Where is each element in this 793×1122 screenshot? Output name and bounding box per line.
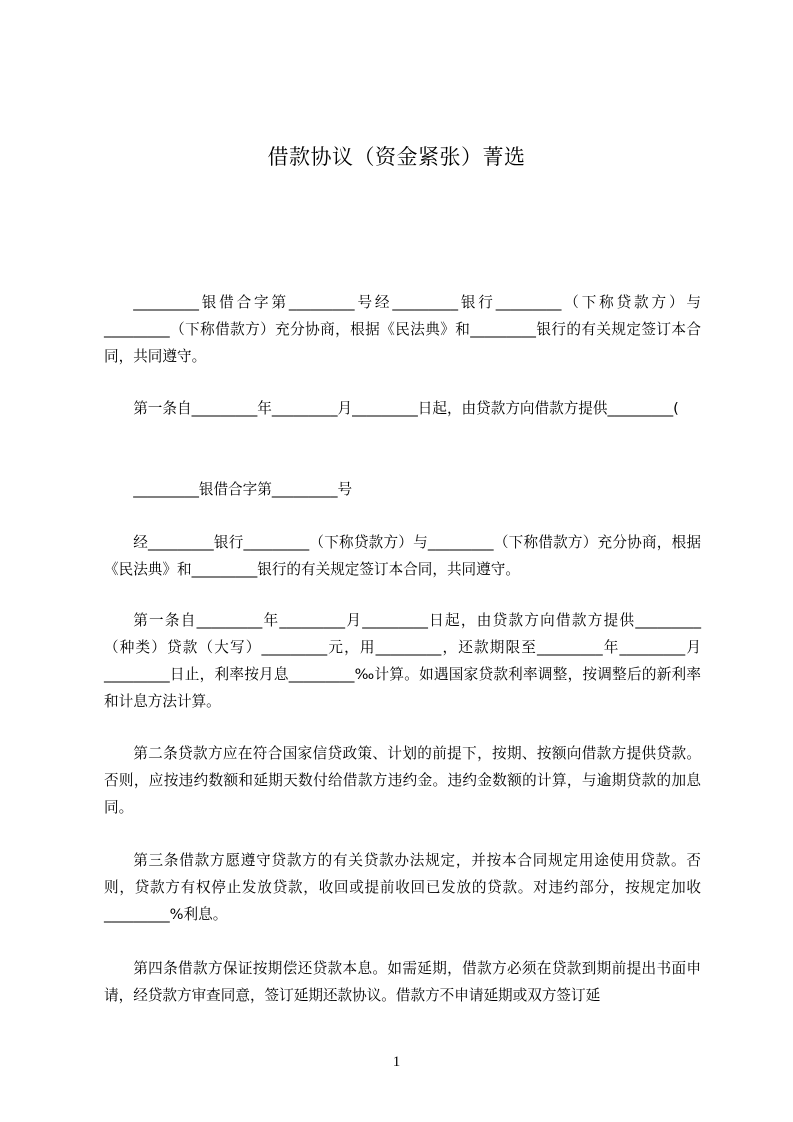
paragraph-article-1: 第一条自_________年_________月_________日起，由贷款方向借款方提供_________（种类）贷款（大写）_________元，用_________，还款期限至_________年_________月_________日止，利率按月息_________‰计算。如遇国家贷款利率调整，按调整后的新利率和计息方法计算。 — [104, 612, 701, 710]
paragraph-article-1-fragment: 第一条自_________年_________月_________日起，由贷款方向借款方提供_________( — [133, 400, 679, 417]
paragraph-article-4: 第四条借款方保证按期偿还贷款本息。如需延期，借款方必须在贷款到期前提出书面申请，经贷款方审查同意，签订延期还款协议。借款方不申请延期或双方签订延 — [104, 960, 701, 1004]
paragraph-parties: 经_________银行_________（下称贷款方）与_________（下称借款方）充分协商，根据《民法典》和_________银行的有关规定签订本合同，共同遵守。 — [104, 534, 701, 578]
paragraph-article-2: 第二条贷款方应在符合国家信贷政策、计划的前提下，按期、按额向借款方提供贷款。否则，应按违约数额和延期天数付给借款方违约金。违约金数额的计算，与逾期贷款的加息同。 — [104, 745, 701, 816]
document-title: 借款协议（资金紧张）菁选 — [267, 145, 526, 169]
paragraph-intro: _________银借合字第_________号经_________银行_________（下称贷款方）与_________（下称借款方）充分协商，根据《民法典》和_________银行的有关规定签订本合同，共同遵守。 — [104, 294, 701, 365]
paragraph-contract-number: _________银借合字第_________号 — [133, 481, 353, 498]
paragraph-article-3: 第三条借款方愿遵守贷款方的有关贷款办法规定，并按本合同规定用途使用贷款。否则，贷款方有权停止发放贷款，收回或提前收回已发放的贷款。对违约部分，按规定加收_________%利息。 — [104, 852, 701, 923]
page-number: 1 — [392, 1054, 401, 1070]
